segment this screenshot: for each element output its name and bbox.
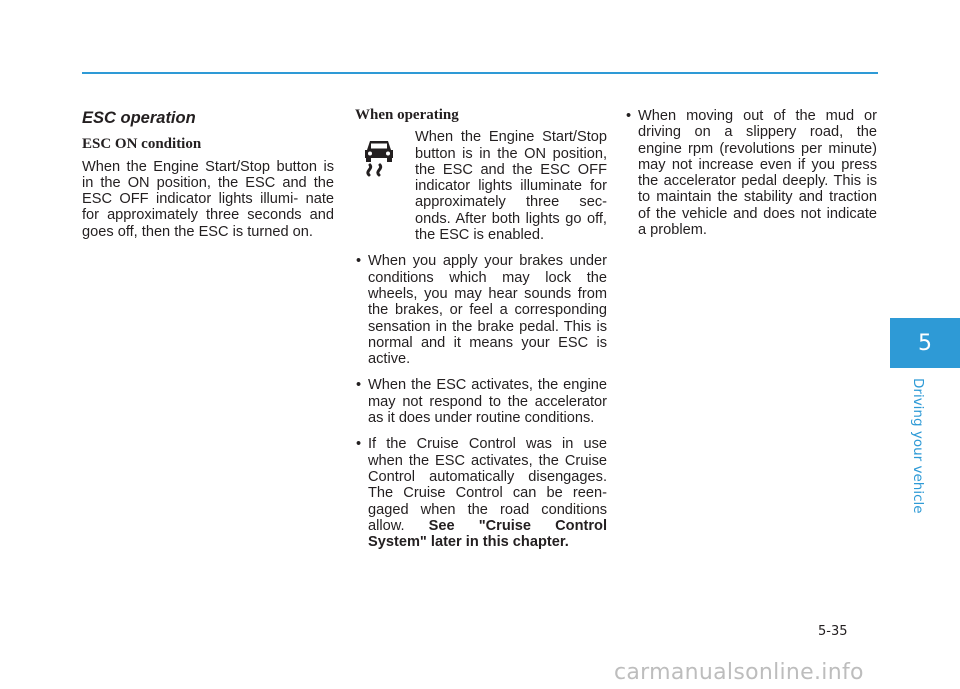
bullet-mud-slippery: • When moving out of the mud or driving on a slippery road, the engine rpm (revolutions per minute) may not increase even if you press the accelerator pedal deeply. This is to maintain the stability and traction of the vehicle and does not indicate a problem. bbox=[625, 108, 877, 238]
cruise-control-text: If the Cruise Control was in use when the ESC activates, the Cruise Control automatically disengages. The Cruise Control can be reen- gaged when the road conditions allow. bbox=[368, 436, 607, 534]
esc-on-condition-heading: ESC ON condition bbox=[82, 136, 202, 153]
bullet-brakes: • When you apply your brakes under conditions which may lock the wheels, you may hear sounds from the brakes, or feel a corresponding sensation in the brake pedal. This is normal and it means your ESC is active. bbox=[355, 253, 607, 367]
indicator-block bbox=[355, 129, 607, 243]
indicator-description: When the Engine Start/Stop button is in the ON position, the ESC and the ESC OFF indicator lights illuminate for approximately three sec- onds. After both lights go off, the ESC is enabled. bbox=[415, 129, 607, 244]
esc-skid-icon bbox=[355, 133, 403, 181]
column-right bbox=[625, 108, 877, 238]
section-title: ESC operation bbox=[82, 109, 196, 127]
column-left bbox=[82, 108, 334, 240]
column-middle bbox=[355, 108, 607, 550]
top-rule bbox=[82, 72, 878, 74]
bullet-cruise-control bbox=[355, 436, 607, 550]
cruise-control-reference: See "Cruise Control System" later in this chapter. bbox=[368, 517, 607, 551]
chapter-title: Driving your vehicle bbox=[910, 378, 926, 514]
esc-on-condition-text: When the Engine Start/Stop button is in the ON position, the ESC and the ESC OFF indicator lights illumi- nate for approximately three seconds and goes off, then the ESC is turned on. bbox=[82, 158, 334, 240]
watermark: carmanualsonline.info bbox=[614, 660, 864, 685]
when-operating-heading: When operating bbox=[355, 107, 459, 123]
chapter-tab: 5 bbox=[890, 318, 960, 368]
bullet-accelerator: • When the ESC activates, the engine may not respond to the accelerator as it does under routine conditions. bbox=[355, 377, 607, 426]
page-number: 5-35 bbox=[818, 624, 848, 639]
